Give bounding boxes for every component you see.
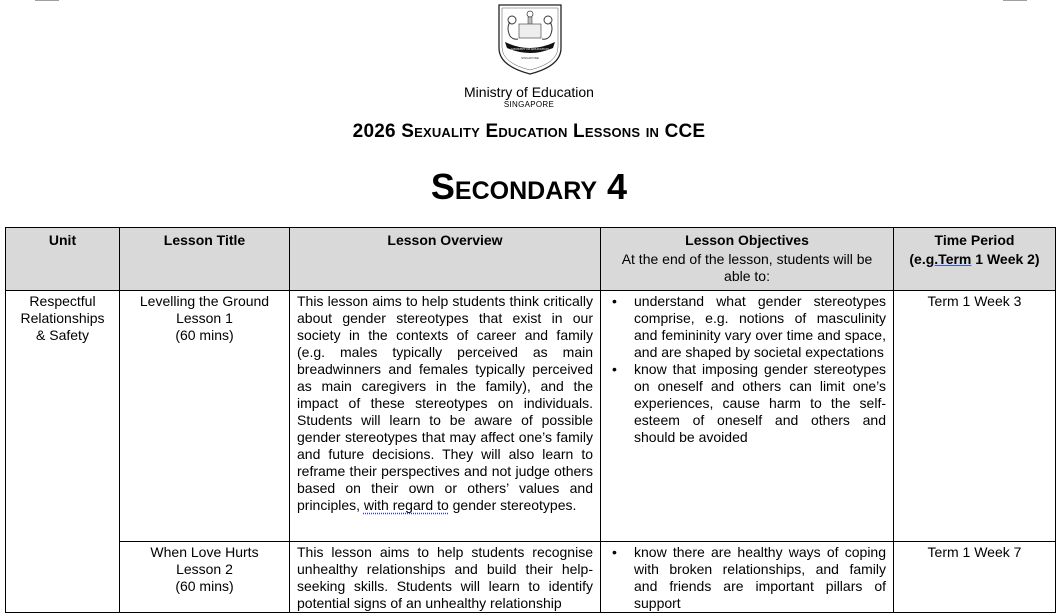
level-heading: Secondary 4 bbox=[430, 166, 628, 207]
time-period-example bbox=[901, 251, 1048, 268]
moe-crest-logo bbox=[495, 2, 565, 76]
lessons-table bbox=[5, 227, 1056, 613]
lesson-objectives-subtitle: At the end of the lesson, students will be able to: bbox=[621, 251, 873, 284]
time-period-cell: Term 1 Week 7 bbox=[894, 542, 1056, 613]
lesson-number: Lesson 1 bbox=[176, 310, 233, 326]
lesson-number: Lesson 2 bbox=[176, 561, 233, 577]
svg-text:SINGAPORE: SINGAPORE bbox=[521, 56, 539, 60]
column-header-unit: Unit bbox=[6, 228, 120, 291]
objectives-list bbox=[608, 293, 886, 446]
svg-text:MINISTRY OF EDUCATION: MINISTRY OF EDUCATION bbox=[511, 47, 549, 51]
unit-line: Respectful bbox=[29, 293, 96, 309]
time-period-example-prefix: (e. bbox=[909, 251, 926, 267]
lesson-title-cell bbox=[120, 542, 290, 613]
lesson-overview-cell: This lesson aims to help students recognise unhealthy relationships and build their help-seeking skills. Students will learn to identify potential signs of an unhealthy relationship bbox=[290, 542, 601, 613]
lesson-duration: (60 mins) bbox=[175, 578, 234, 594]
column-header-lesson-overview: Lesson Overview bbox=[290, 228, 601, 291]
document-title: 2026 Sexuality Education Lessons in CCE bbox=[352, 121, 706, 142]
time-period-example-suffix: 1 Week 2) bbox=[971, 251, 1040, 267]
column-header-lesson-title: Lesson Title bbox=[120, 228, 290, 291]
lesson-objectives-label: Lesson Objectives bbox=[685, 232, 809, 248]
crop-mark-right bbox=[1003, 0, 1027, 1]
overview-text-end: gender stereotypes. bbox=[448, 497, 577, 513]
unit-line: Relationships bbox=[20, 310, 105, 326]
unit-cell bbox=[6, 291, 120, 613]
table-row bbox=[6, 542, 1056, 613]
lesson-overview-cell bbox=[290, 291, 601, 542]
table-row bbox=[6, 291, 1056, 542]
overview-text: This lesson aims to help students think critically about gender stereotypes that exist in our society in the contexts of career and family (e.g. males typically perceived as main breadwinners and females typically perceived as main caregivers in the family), and the impact of these stereotypes on individuals. Students will learn to be aware of possible gender stereotypes that may affect one’s family and future decisions. They will also learn to reframe their perspectives and not judge others based on their own or others’ values and principles, bbox=[297, 293, 593, 513]
crop-mark-left bbox=[35, 0, 59, 1]
grammar-flagged-text[interactable]: with regard to bbox=[363, 497, 449, 513]
org-country: SINGAPORE bbox=[503, 100, 555, 109]
column-header-lesson-objectives bbox=[601, 228, 894, 291]
spellcheck-flagged-text[interactable]: g.Term bbox=[925, 251, 972, 267]
time-period-label: Time Period bbox=[934, 232, 1015, 248]
org-name: Ministry of Education bbox=[464, 84, 594, 100]
objective-item: • know that imposing gender stereotypes on oneself and others can limit one’s experiences, cause harm to the self-esteem of oneself and others and should be avoided bbox=[634, 361, 886, 446]
lesson-objectives-cell bbox=[601, 542, 894, 613]
column-header-time-period bbox=[894, 228, 1056, 291]
table-header-row bbox=[6, 228, 1056, 291]
objectives-list bbox=[608, 544, 886, 612]
lesson-duration: (60 mins) bbox=[175, 327, 234, 343]
unit-line: & Safety bbox=[36, 327, 89, 343]
time-period-cell: Term 1 Week 3 bbox=[894, 291, 1056, 542]
lesson-title: When Love Hurts bbox=[150, 544, 259, 560]
lesson-objectives-cell bbox=[601, 291, 894, 542]
objective-item: • understand what gender stereotypes comprise, e.g. notions of masculinity and femininity vary over time and space, and are shaped by societal expectations bbox=[634, 293, 886, 361]
lesson-title-cell bbox=[120, 291, 290, 542]
objective-item: • know there are healthy ways of coping with broken relationships, and family and friends are important pillars of support bbox=[634, 544, 886, 612]
lesson-title: Levelling the Ground bbox=[139, 293, 270, 309]
